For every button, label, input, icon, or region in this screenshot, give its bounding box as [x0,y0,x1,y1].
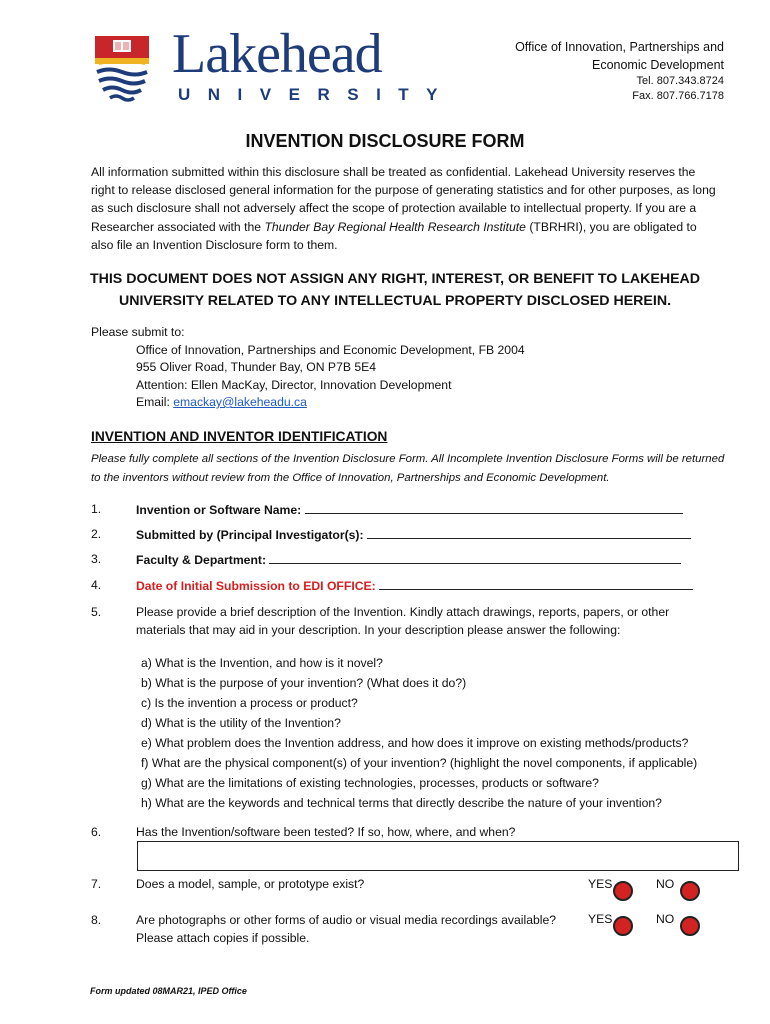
section-heading: INVENTION AND INVENTOR IDENTIFICATION [91,429,388,444]
lakehead-shield-logo [93,34,151,106]
q7-yes-label: YES [588,877,613,891]
faculty-department-field[interactable] [269,551,681,564]
prompt-c: c) Is the invention a process or product? [141,696,358,710]
question-7-number: 7. [91,877,102,891]
description-prompts [141,653,697,813]
question-1-number: 1. [91,502,102,516]
office-name-line2: Economic Development [591,58,724,72]
question-5-number: 5. [91,605,102,619]
ip-notice-line2: UNIVERSITY RELATED TO ANY INTELLECTUAL PROPERTY DISCLOSED HEREIN. [118,293,672,309]
address-attention: Attention: Ellen MacKay, Director, Innovation Development [136,377,452,392]
q8-no-label: NO [656,912,675,926]
q7-yes-radio[interactable] [613,881,633,901]
intro-institute-name: Thunder Bay Regional Health Research Institute [264,219,526,234]
address-line1: Office of Innovation, Partnerships and Economic Development, FB 2004 [136,342,525,357]
intro-text-2: (TBRHRI), you are obligated to also file an Invention Disclosure form to them. [91,219,697,252]
question-2-number: 2. [91,527,102,541]
question-6-label: Has the Invention/software been tested? If so, how, where, and when? [136,825,516,839]
ip-notice-line1: THIS DOCUMENT DOES NOT ASSIGN ANY RIGHT, INTEREST, OR BENEFIT TO LAKEHEAD [89,271,701,287]
question-6-number: 6. [91,825,102,839]
prompt-f: f) What are the physical component(s) of your invention? (highlight the novel components, if applicable) [141,756,698,770]
prompt-b: b) What is the purpose of your invention? (What does it do?) [141,676,467,690]
question-8-line1: Are photographs or other forms of audio or visual media recordings available? [136,913,557,927]
question-8-line2: Please attach copies if possible. [136,930,310,945]
form-footer: Form updated 08MAR21, IPED Office [90,986,247,996]
address-line2: 955 Oliver Road, Thunder Bay, ON P7B 5E4 [136,360,377,374]
prompt-a: a) What is the Invention, and how is it novel? [141,656,383,670]
prompt-g: g) What are the limitations of existing technologies, processes, products or software? [141,776,599,790]
office-contact-block [515,38,724,104]
office-fax: Fax. 807.766.7178 [632,90,724,102]
prompt-h: h) What are the keywords and technical terms that directly describe the nature of your invention? [141,796,662,810]
invention-name-field[interactable] [305,501,683,514]
q8-no-radio[interactable] [680,916,700,936]
q7-no-radio[interactable] [680,881,700,901]
form-title: INVENTION DISCLOSURE FORM [245,131,525,151]
question-5-line2: materials that may aid in your description. In your description please answer the following: [136,622,621,637]
logo-subtitle: UNIVERSITY [178,85,456,104]
question-2-label: Submitted by (Principal Investigator(s): [136,528,364,542]
question-4-label: Date of Initial Submission to EDI OFFICE: [136,579,376,593]
question-7-label: Does a model, sample, or prototype exist? [136,877,365,891]
question-3-label: Faculty & Department: [136,553,267,567]
prompt-e: e) What problem does the Invention address, and how does it improve on existing methods/products? [141,736,689,750]
question-4-number: 4. [91,578,102,592]
email-link[interactable]: emackay@lakeheadu.ca [173,395,307,409]
email-label: Email: [136,395,174,409]
testing-answer-box[interactable] [137,841,739,871]
logo-wordmark: Lakehead [172,23,382,85]
question-3-number: 3. [91,552,102,566]
question-8-number: 8. [91,913,102,927]
section-instructions: Please fully complete all sections of the Invention Disclosure Form. All Incomplete Invention Disclosure Forms will be returned to the inventors without review from the Office of Innovation, Partnerships and Economic Development. [91,453,725,484]
submission-date-field[interactable] [379,577,693,590]
ip-notice [80,268,710,312]
submission-address [91,324,525,412]
q8-yes-label: YES [588,912,613,926]
office-name-line1: Office of Innovation, Partnerships and [515,40,724,54]
intro-text-1: All information submitted within this disclosure shall be treated as confidential. Lakehead University reserves the right to release disclosed general information for the purpose of generating statistics and for other purposes, as long as such disclosure shall not adversely affect the scope of protection available to intellectual property. If you are a Researcher associated with the [91,165,716,234]
question-5-line1: Please provide a brief description of the Invention. Kindly attach drawings, reports, papers, or other [136,605,670,619]
submitted-by-field[interactable] [367,526,691,539]
question-1-label: Invention or Software Name: [136,503,302,517]
submit-label: Please submit to: [91,325,185,339]
office-tel: Tel. 807.343.8724 [636,75,724,87]
confidentiality-intro [91,163,721,254]
address-email-row [91,394,525,412]
q7-no-label: NO [656,877,675,891]
q8-yes-radio[interactable] [613,916,633,936]
prompt-d: d) What is the utility of the Invention? [141,716,341,730]
